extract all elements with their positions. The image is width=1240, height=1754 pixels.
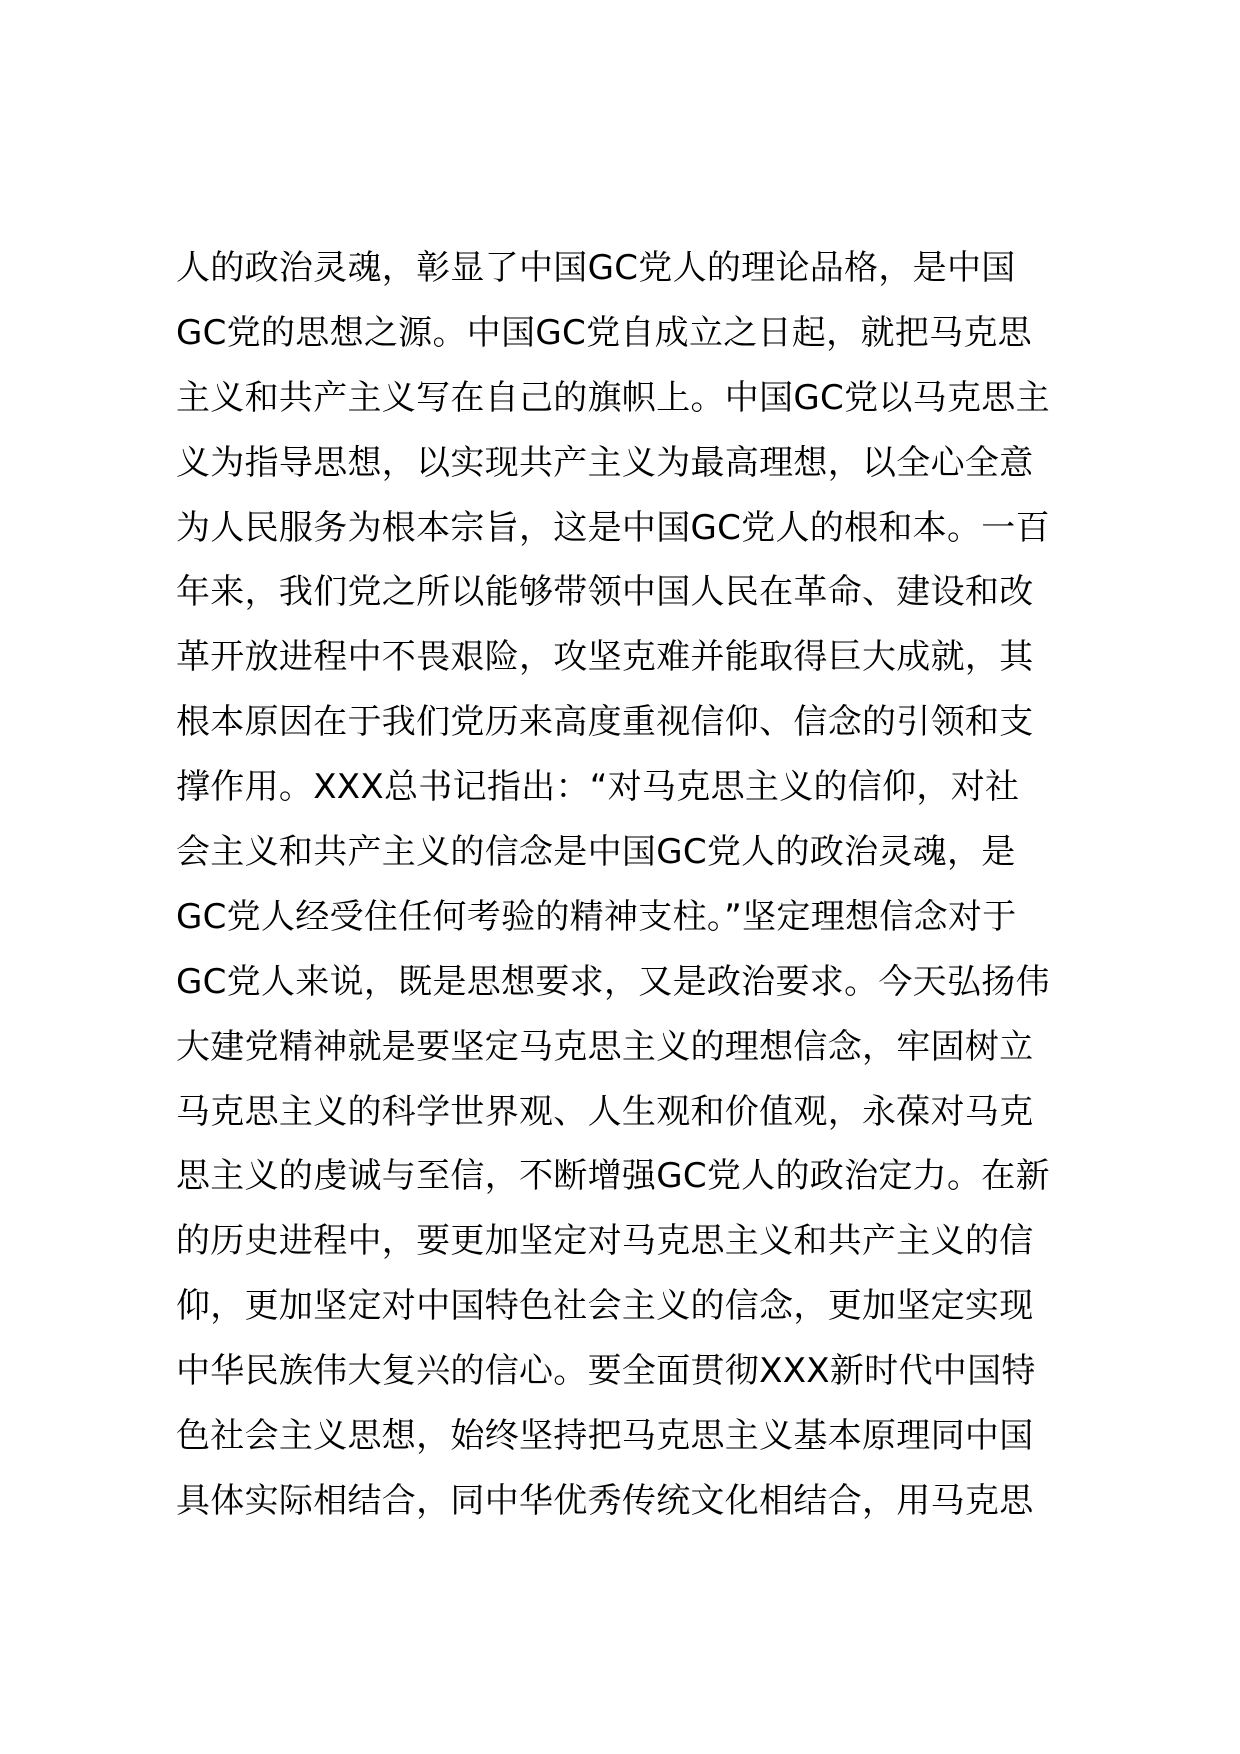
body-paragraph xyxy=(176,236,1116,1534)
text-line: 色社会主义思想，始终坚持把马克思主义基本原理同中国 xyxy=(176,1416,1034,1457)
text-line: 撑作用。XXX总书记指出：“对马克思主义的信仰，对社 xyxy=(176,767,1020,808)
text-line: 义为指导思想，以实现共产主义为最高理想，以全心全意 xyxy=(176,442,1034,483)
text-line: 具体实际相结合，同中华优秀传统文化相结合，用马克思 xyxy=(176,1480,1034,1521)
text-line: GC党人经受住任何考验的精神支柱。”坚定理想信念对于 xyxy=(176,896,1017,937)
text-line: GC党人来说，既是思想要求，又是政治要求。今天弘扬伟 xyxy=(176,961,1050,1002)
text-line: 根本原因在于我们党历来高度重视信仰、信念的引领和支 xyxy=(176,702,1034,743)
text-line: 中华民族伟大复兴的信心。要全面贯彻XXX新时代中国特 xyxy=(176,1351,1036,1392)
text-line: 主义和共产主义写在自己的旗帜上。中国GC党以马克思主 xyxy=(176,377,1050,418)
text-line: 思主义的虔诚与至信，不断增强GC党人的政治定力。在新 xyxy=(176,1156,1050,1197)
text-line: 革开放进程中不畏艰险，攻坚克难并能取得巨大成就，其 xyxy=(176,637,1034,678)
text-line: 为人民服务为根本宗旨，这是中国GC党人的根和本。一百 xyxy=(176,507,1050,548)
text-line: GC党的思想之源。中国GC党自成立之日起，就把马克思 xyxy=(176,312,1032,353)
text-line: 年来，我们党之所以能够带领中国人民在革命、建设和改 xyxy=(176,572,1034,613)
text-line: 马克思主义的科学世界观、人生观和价值观，永葆对马克 xyxy=(176,1091,1034,1132)
text-line: 人的政治灵魂，彰显了中国GC党人的理论品格，是中国 xyxy=(176,248,1016,288)
text-line: 的历史进程中，要更加坚定对马克思主义和共产主义的信 xyxy=(176,1221,1034,1262)
text-line: 仰，更加坚定对中国特色社会主义的信念，更加坚定实现 xyxy=(176,1286,1034,1327)
text-line: 大建党精神就是要坚定马克思主义的理想信念，牢固树立 xyxy=(176,1026,1034,1067)
text-line: 会主义和共产主义的信念是中国GC党人的政治灵魂，是 xyxy=(176,832,1016,873)
